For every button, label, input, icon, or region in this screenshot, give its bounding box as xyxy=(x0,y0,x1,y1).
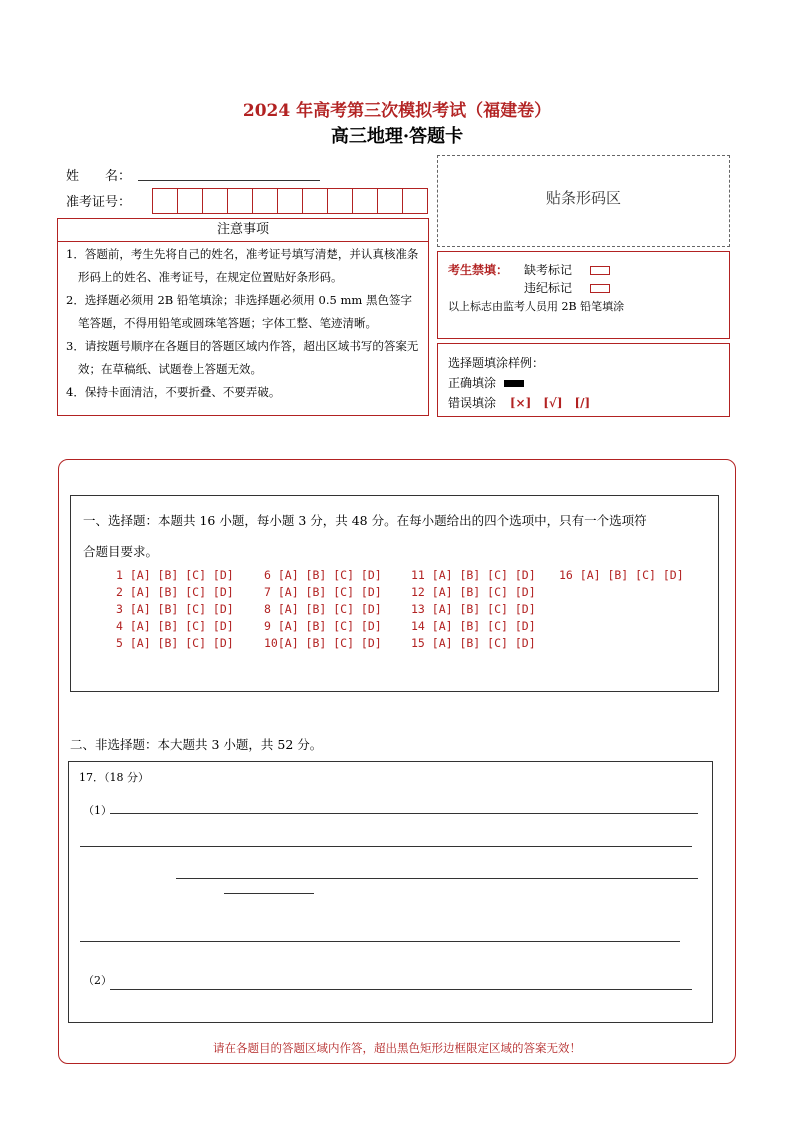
wrong-fill-marks: [×] [√] [/] xyxy=(509,396,591,410)
answer-line[interactable] xyxy=(80,846,692,847)
forbidden-note: 以上标志由监考人员用 2B 铅笔填涂 xyxy=(448,300,625,313)
id-digit-box[interactable] xyxy=(202,188,228,214)
answer-line[interactable] xyxy=(176,878,698,879)
mc-question-row[interactable]: 3 [A] [B] [C] [D] xyxy=(116,602,234,616)
mc-question-row[interactable]: 15 [A] [B] [C] [D] xyxy=(411,636,536,650)
answer-line[interactable] xyxy=(224,893,314,894)
barcode-area: 贴条形码区 xyxy=(437,155,730,247)
exam-id-label: 准考证号： xyxy=(66,195,132,210)
mc-question-row[interactable]: 4 [A] [B] [C] [D] xyxy=(116,619,234,633)
violation-mark-row xyxy=(524,279,610,296)
violation-mark-label: 违纪标记 xyxy=(524,281,573,295)
wrong-fill-row xyxy=(448,394,590,411)
absent-mark-box[interactable] xyxy=(590,266,610,275)
answer-line[interactable] xyxy=(110,813,698,814)
mc-question-row[interactable]: 2 [A] [B] [C] [D] xyxy=(116,585,234,599)
mc-question-row[interactable]: 16 [A] [B] [C] [D] xyxy=(559,568,684,582)
exam-id-boxes[interactable] xyxy=(152,188,427,214)
violation-mark-box[interactable] xyxy=(590,284,610,293)
answer-line[interactable] xyxy=(110,989,692,990)
notice-box xyxy=(57,240,429,416)
id-digit-box[interactable] xyxy=(352,188,378,214)
section1-instructions-cont: 合题目要求。 xyxy=(83,544,159,559)
filled-mark-sample xyxy=(504,380,524,387)
id-digit-box[interactable] xyxy=(227,188,253,214)
answer-line[interactable] xyxy=(80,941,680,942)
section2-heading: 二、非选择题：本大题共 3 小题，共 52 分。 xyxy=(70,737,323,752)
id-digit-box[interactable] xyxy=(302,188,328,214)
mc-question-row[interactable]: 10[A] [B] [C] [D] xyxy=(264,636,382,650)
absent-mark-row xyxy=(524,261,610,278)
section1-instructions: 一、选择题：本题共 16 小题，每小题 3 分，共 48 分。在每小题给出的四个选项中，只有一个选项符 xyxy=(83,513,647,528)
name-field[interactable] xyxy=(138,166,320,181)
mc-question-row[interactable]: 12 [A] [B] [C] [D] xyxy=(411,585,536,599)
id-digit-box[interactable] xyxy=(152,188,178,214)
notice-heading: 注意事项 xyxy=(57,218,429,242)
part-1-label: （1） xyxy=(83,804,112,817)
mc-question-row[interactable]: 1 [A] [B] [C] [D] xyxy=(116,568,234,582)
exam-title: 2024 年高考第三次模拟考试（福建卷） xyxy=(242,101,552,121)
fill-sample-title: 选择题填涂样例： xyxy=(448,356,545,370)
absent-mark-label: 缺考标记 xyxy=(524,263,573,277)
footer-warning: 请在各题目的答题区域内作答，超出黑色矩形边框限定区域的答案无效！ xyxy=(213,1041,581,1055)
id-digit-box[interactable] xyxy=(252,188,278,214)
notice-item: 3．请按题号顺序在各题目的答题区域内作答，超出区域书写的答案无效；在草稿纸、试题卷上答题无效。 xyxy=(66,339,419,376)
mc-question-row[interactable]: 5 [A] [B] [C] [D] xyxy=(116,636,234,650)
id-digit-box[interactable] xyxy=(377,188,403,214)
mc-question-row[interactable]: 13 [A] [B] [C] [D] xyxy=(411,602,536,616)
part-2-label: （2） xyxy=(83,974,112,987)
notice-item: 2．选择题必须用 2B 铅笔填涂；非选择题必须用 0.5 mm 黑色签字笔答题，不得用铅笔或圆珠笔答题；字体工整、笔迹清晰。 xyxy=(66,293,412,330)
fill-sample-box xyxy=(437,343,730,417)
question-17-label: 17．（18 分） xyxy=(79,771,149,784)
id-digit-box[interactable] xyxy=(177,188,203,214)
mc-question-row[interactable]: 14 [A] [B] [C] [D] xyxy=(411,619,536,633)
card-subtitle: 高三地理·答题卡 xyxy=(330,126,464,147)
id-digit-box[interactable] xyxy=(327,188,353,214)
mc-question-row[interactable]: 6 [A] [B] [C] [D] xyxy=(264,568,382,582)
question-17-box[interactable] xyxy=(68,761,713,1023)
mc-question-row[interactable]: 9 [A] [B] [C] [D] xyxy=(264,619,382,633)
correct-fill-label: 正确填涂 xyxy=(448,376,497,390)
correct-fill-row xyxy=(448,374,524,391)
id-digit-box[interactable] xyxy=(402,188,428,214)
mc-question-row[interactable]: 7 [A] [B] [C] [D] xyxy=(264,585,382,599)
wrong-fill-label: 错误填涂 xyxy=(448,396,497,410)
name-label: 姓 名： xyxy=(66,169,132,184)
id-digit-box[interactable] xyxy=(277,188,303,214)
mc-question-row[interactable]: 8 [A] [B] [C] [D] xyxy=(264,602,382,616)
notice-item: 4．保持卡面清洁，不要折叠、不要弄破。 xyxy=(66,385,281,399)
forbidden-box xyxy=(437,251,730,339)
mc-question-row[interactable]: 11 [A] [B] [C] [D] xyxy=(411,568,536,582)
forbidden-label: 考生禁填： xyxy=(448,263,509,277)
notice-item: 1．答题前，考生先将自己的姓名，准考证号填写清楚，并认真核准条形码上的姓名、准考证号，在规定位置贴好条形码。 xyxy=(66,247,419,284)
